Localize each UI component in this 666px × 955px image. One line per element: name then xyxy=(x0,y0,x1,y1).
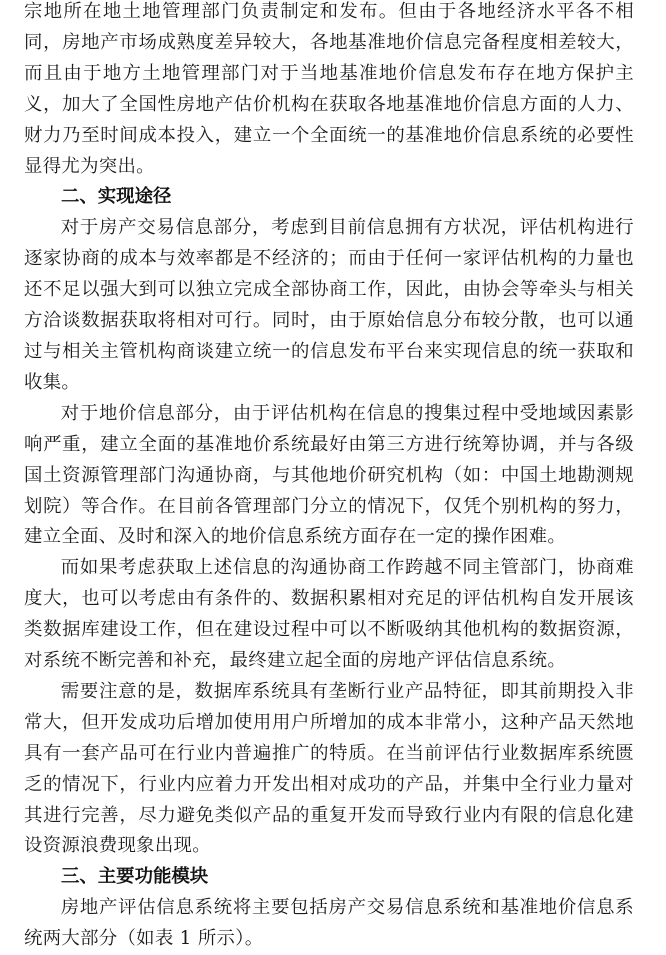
text-line: 于当地基准地价信息发布存在地方保护主义，加大了全国性房地产估价机构在获取各地 xyxy=(24,62,634,115)
document-page xyxy=(24,0,634,955)
paragraph-cross-department-coordination xyxy=(24,553,634,677)
text-line: 对于房产交易信息部分，考虑到目前信息拥有方状况，评估机构进行逐家协商的成 xyxy=(24,217,634,270)
paragraph-continuation xyxy=(24,0,634,182)
text-line: 成全部协商工作，因此，由协会等牵头与相关方洽谈数据获取将相对可行。同时，由于 xyxy=(24,279,634,332)
text-line: 考虑由有条件的、数据积累相对充足的评估机构自发开展该类数据库建设工作，但在建 xyxy=(24,588,634,641)
text-line: 系统的必要性显得尤为突出。 xyxy=(24,124,634,177)
text-line: 的操作困难。 xyxy=(453,526,567,548)
text-line: 成功后增加使用用户所增加的成本非常小，这种产品天然地具有一套产品可在行业内普 xyxy=(24,711,634,764)
text-line: 原始信息分布较分散，也可以通过与相关主管机构商谈建立统一的信息发布平台来实现 xyxy=(24,310,634,362)
text-line: 信息的统一获取和收集。 xyxy=(24,340,634,393)
text-line: 的情况下，仅凭个别机构的努力，建立全面、及时和深入的地价信息系统方面存在一定 xyxy=(24,495,634,548)
text-line: 基准地价信息方面的人力、财力乃至时间成本投入，建立一个全面统一的基准地价信息 xyxy=(24,93,634,146)
text-line: 需要注意的是，数据库系统具有垄断行业产品特征，即其前期投入非常大，但开发 xyxy=(24,680,634,733)
text-line: 成熟度差异较大，各地基准地价信息完备程度相差较大，而且由于地方土地管理部门对 xyxy=(24,31,634,84)
paragraph-housing-transaction-info xyxy=(24,213,634,398)
text-line: 商，与其他地价研究机构（如：中国土地勘测规划院）等合作。在目前各管理部门分立 xyxy=(24,464,634,517)
text-line: 而如果考虑获取上述信息的沟通协商工作跨越不同主管部门，协商难度大，也可以 xyxy=(24,557,634,610)
text-line: 设过程中可以不断吸纳其他机构的数据资源，对系统不断完善和补充，最终建立起全面 xyxy=(24,619,634,672)
text-line: 本与效率都是不经济的；而由于任何一家评估机构的力量也还不足以强大到可以独立完 xyxy=(24,248,634,301)
section-heading-implementation-path: 二、实现途径 xyxy=(61,186,172,208)
paragraph-database-monopoly-note xyxy=(24,677,634,862)
paragraph-system-composition xyxy=(24,893,634,955)
paragraph-land-price-info xyxy=(24,399,634,554)
text-line: 对于地价信息部分，由于评估机构在信息的搜集过程中受地域因素影响严重，建立 xyxy=(24,402,634,455)
text-line: 的房地产评估信息系统。 xyxy=(360,650,567,672)
text-line: （如表 1 所示）。 xyxy=(117,928,264,950)
text-line: 遍推广的特质。在当前评估行业数据库系统匮乏的情况下，行业内应着力开发出相对成 xyxy=(24,742,634,795)
text-line: 全面的基准地价系统最好由第三方进行统筹协调，并与各级国土资源管理部门沟通协 xyxy=(24,433,634,486)
text-line: 功的产品，并集中全行业力量对其进行完善，尽力避免类似产品的重复开发而导致行业 xyxy=(24,773,634,826)
section-heading-main-modules: 三、主要功能模块 xyxy=(61,866,209,888)
text-line: 内有限的信息化建设资源浪费现象出现。 xyxy=(24,804,634,857)
text-line: 房地产评估信息系统将主要包括房产交易信息系统和基准地价信息系统两大部分 xyxy=(24,897,634,950)
text-line: 宗地所在地土地管理部门负责制定和发布。但由于各地经济水平各不相同，房地产市场 xyxy=(24,1,634,53)
